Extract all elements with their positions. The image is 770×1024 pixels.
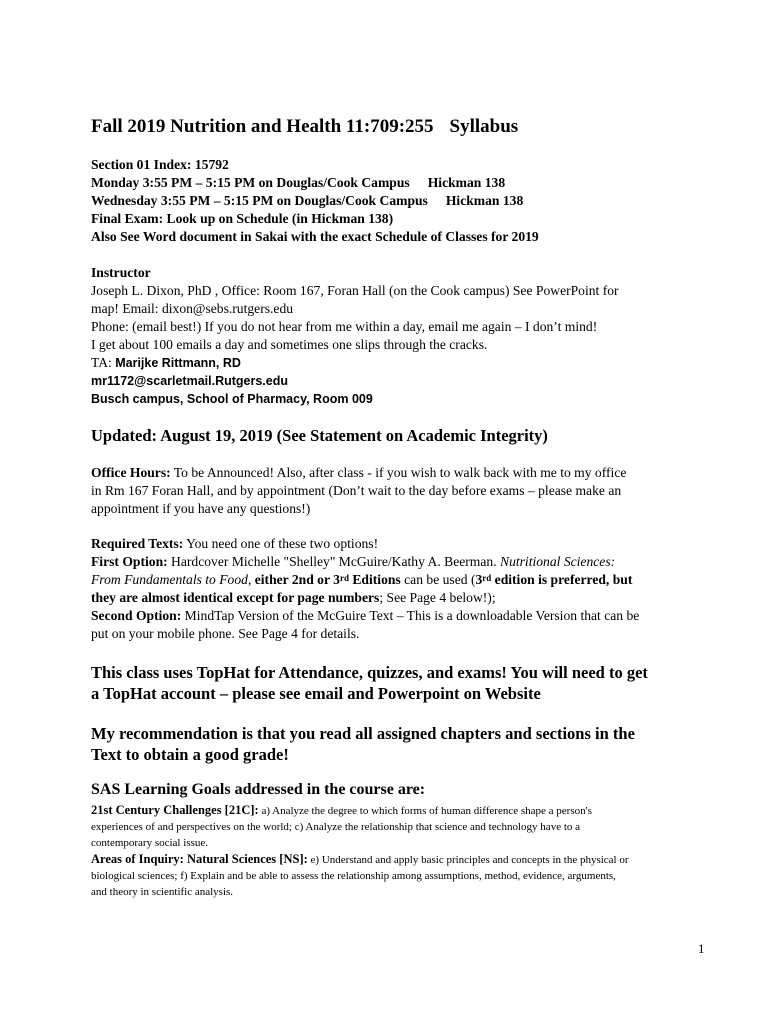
title-syllabus: Syllabus: [449, 116, 519, 137]
instructor-phone: Phone: (email best!) If you do not hear from me within a day, email me again – I don’t mind!: [91, 319, 598, 334]
sakai-note: Also See Word document in Sakai with the exact Schedule of Classes for 2019: [91, 229, 539, 244]
learning-goals: 21st Century Challenges [21C]: a) Analyze the degree to which forms of human difference shape a person's experiences of and perspectives on the world; c) Analyze the relationship that science and technology have to a contemporary social issue. Areas of Inquiry: Natural Sciences [NS]: e) Understand and apply basic principles and concepts in the physical or biological sciences; f) Explain and be able to assess the relationship among assumptions, method, evidence, arguments, and theory in scientific analysis.: [91, 803, 629, 898]
tophat-notice: This class uses TopHat for Attendance, quizzes, and exams! You will need to get a TopHat account – please see email and Powerpoint on Website: [91, 663, 648, 703]
ta-name: Marijke Rittmann, RD: [115, 356, 241, 370]
required-texts-label: Required Texts:: [91, 536, 184, 551]
instructor-email-note: I get about 100 emails a day and sometimes one slips through the cracks.: [91, 337, 488, 352]
page-number: 1: [698, 941, 705, 956]
wednesday-schedule: Wednesday 3:55 PM – 5:15 PM on Douglas/Cook Campus Hickman 138: [91, 193, 524, 208]
final-exam: Final Exam: Look up on Schedule (in Hickman 138): [91, 211, 394, 226]
section-info: [91, 156, 712, 246]
office-hours: Office Hours: To be Announced! Also, after class - if you wish to walk back with me to my office in Rm 167 Foran Hall, and by appointment (Don’t wait to the day before exams – please make an appointment if you have any questions!): [91, 465, 627, 516]
wednesday-room: Hickman 138: [445, 193, 524, 208]
monday-schedule: Monday 3:55 PM – 5:15 PM on Douglas/Cook Campus Hickman 138: [91, 175, 506, 190]
ta-location: Busch campus, School of Pharmacy, Room 009: [91, 392, 373, 406]
book-title: Nutritional Sciences:: [500, 554, 616, 569]
required-texts: Required Texts: You need one of these two options! First Option: Hardcover Michelle "Shelley" McGuire/Kathy A. Beerman. Nutritional Sciences: From Fundamentals to Food, either 2nd or 3rd Editions can be used (3rd edition is preferred, but they are almost identical except for page numbers; See Page 4 below!); Second Option: MindTap Version of the McGuire Text – This is a downloadable Version that can be put on your mobile phone. See Page 4 for details.: [91, 536, 640, 641]
first-option-label: First Option:: [91, 554, 168, 569]
page-title: [91, 116, 712, 138]
instructor-heading: Instructor: [91, 265, 151, 280]
section-index: Section 01 Index: 15792: [91, 157, 229, 172]
goal-ns-label: Areas of Inquiry: Natural Sciences [NS]:: [91, 852, 308, 866]
recommendation: My recommendation is that you read all assigned chapters and sections in the Text to obtain a good grade!: [91, 724, 635, 764]
second-option-label: Second Option:: [91, 608, 182, 623]
office-hours-label: Office Hours:: [91, 465, 171, 480]
instructor-office: Joseph L. Dixon, PhD , Office: Room 167, Foran Hall (on the Cook campus) See PowerPoint for: [91, 283, 619, 298]
ta-line: TA: Marijke Rittmann, RD: [91, 355, 241, 370]
updated-heading: Updated: August 19, 2019 (See Statement on Academic Integrity): [91, 426, 548, 445]
ta-email: mr1172@scarletmail.Rutgers.edu: [91, 374, 289, 388]
title-course: Fall 2019 Nutrition and Health 11:709:255: [91, 116, 434, 137]
learning-goals-heading: SAS Learning Goals addressed in the course are:: [91, 781, 426, 798]
goal-21c-label: 21st Century Challenges [21C]:: [91, 803, 259, 817]
instructor-block: [91, 264, 712, 408]
instructor-email: map! Email: dixon@sebs.rutgers.edu: [91, 301, 294, 316]
monday-room: Hickman 138: [427, 175, 506, 190]
